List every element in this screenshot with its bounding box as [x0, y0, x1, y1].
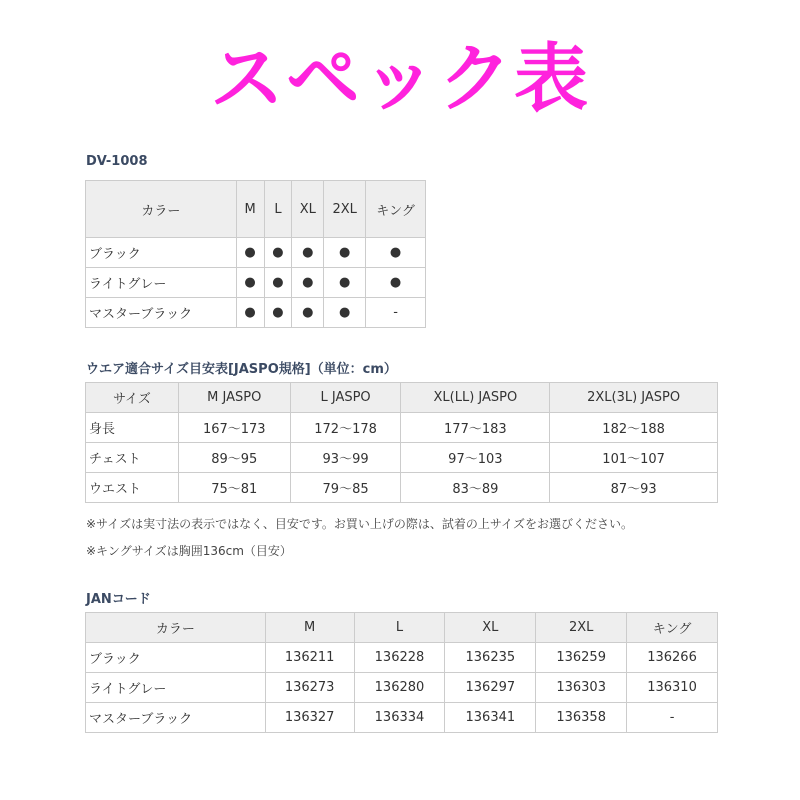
column-header: カラー: [86, 613, 266, 643]
size-chart-table: [85, 382, 718, 503]
table-row: [86, 238, 426, 268]
column-header: XL(LL) JASPO: [401, 383, 550, 413]
jan-cell: 136334: [354, 703, 445, 733]
table-row: [86, 443, 718, 473]
availability-cell: ●: [324, 298, 366, 328]
column-header: キング: [627, 613, 718, 643]
jan-cell: 136310: [627, 673, 718, 703]
column-header: キング: [366, 181, 426, 238]
jan-cell: 136273: [265, 673, 354, 703]
availability-cell: ●: [292, 238, 324, 268]
jan-cell: -: [627, 703, 718, 733]
size-chart-heading: ウエア適合サイズ目安表[JASPO規格]（単位：cm）: [86, 362, 397, 377]
jan-cell: 136266: [627, 643, 718, 673]
column-header: XL: [292, 181, 324, 238]
jan-code-table: [85, 612, 718, 733]
table-row: [86, 268, 426, 298]
table-row: [86, 703, 718, 733]
row-label: ウエスト: [86, 473, 179, 503]
table-cell: 79～85: [290, 473, 401, 503]
row-label: ブラック: [86, 643, 266, 673]
availability-cell: ●: [264, 298, 292, 328]
availability-table: [85, 180, 426, 328]
column-header: 2XL: [536, 613, 627, 643]
page-title: スペック表: [210, 36, 590, 122]
table-cell: 93～99: [290, 443, 401, 473]
table-cell: 97～103: [401, 443, 550, 473]
jan-cell: 136235: [445, 643, 536, 673]
availability-cell: ●: [264, 268, 292, 298]
jan-cell: 136341: [445, 703, 536, 733]
availability-cell: ●: [236, 238, 264, 268]
table-cell: 75～81: [178, 473, 290, 503]
jan-cell: 136358: [536, 703, 627, 733]
row-label: マスターブラック: [86, 298, 237, 328]
column-header: M: [265, 613, 354, 643]
table-cell: 87～93: [550, 473, 718, 503]
availability-cell: ●: [366, 268, 426, 298]
table-cell: 83～89: [401, 473, 550, 503]
column-header: M JASPO: [178, 383, 290, 413]
table-cell: 89～95: [178, 443, 290, 473]
jan-cell: 136259: [536, 643, 627, 673]
jan-cell: 136297: [445, 673, 536, 703]
availability-cell: ●: [236, 298, 264, 328]
table-header-row: [86, 613, 718, 643]
availability-cell: ●: [324, 238, 366, 268]
availability-cell: ●: [292, 298, 324, 328]
column-header: M: [236, 181, 264, 238]
availability-cell: ●: [366, 238, 426, 268]
availability-cell: ●: [324, 268, 366, 298]
table-row: [86, 673, 718, 703]
availability-cell: ●: [264, 238, 292, 268]
king-size-note: ※キングサイズは胸囲136cm（目安）: [86, 544, 292, 558]
column-header: カラー: [86, 181, 237, 238]
column-header: サイズ: [86, 383, 179, 413]
table-cell: 172～178: [290, 413, 401, 443]
row-label: チェスト: [86, 443, 179, 473]
jan-heading: JANコード: [86, 592, 151, 607]
table-row: [86, 298, 426, 328]
table-row: [86, 473, 718, 503]
column-header: L JASPO: [290, 383, 401, 413]
column-header: L: [354, 613, 445, 643]
row-label: ライトグレー: [86, 268, 237, 298]
table-cell: 177～183: [401, 413, 550, 443]
availability-cell: ●: [236, 268, 264, 298]
table-cell: 182～188: [550, 413, 718, 443]
column-header: 2XL: [324, 181, 366, 238]
column-header: L: [264, 181, 292, 238]
row-label: 身長: [86, 413, 179, 443]
jan-cell: 136303: [536, 673, 627, 703]
table-row: [86, 643, 718, 673]
table-cell: 101～107: [550, 443, 718, 473]
jan-cell: 136211: [265, 643, 354, 673]
row-label: ライトグレー: [86, 673, 266, 703]
jan-cell: 136327: [265, 703, 354, 733]
jan-cell: 136228: [354, 643, 445, 673]
table-header-row: [86, 181, 426, 238]
table-cell: 167～173: [178, 413, 290, 443]
table-header-row: [86, 383, 718, 413]
availability-cell: ●: [292, 268, 324, 298]
column-header: 2XL(3L) JASPO: [550, 383, 718, 413]
row-label: マスターブラック: [86, 703, 266, 733]
availability-cell: -: [366, 298, 426, 328]
column-header: XL: [445, 613, 536, 643]
row-label: ブラック: [86, 238, 237, 268]
model-heading: DV-1008: [86, 154, 148, 169]
jan-cell: 136280: [354, 673, 445, 703]
table-row: [86, 413, 718, 443]
size-note: ※サイズは実寸法の表示ではなく、目安です。お買い上げの際は、試着の上サイズをお選びください。: [86, 517, 633, 531]
